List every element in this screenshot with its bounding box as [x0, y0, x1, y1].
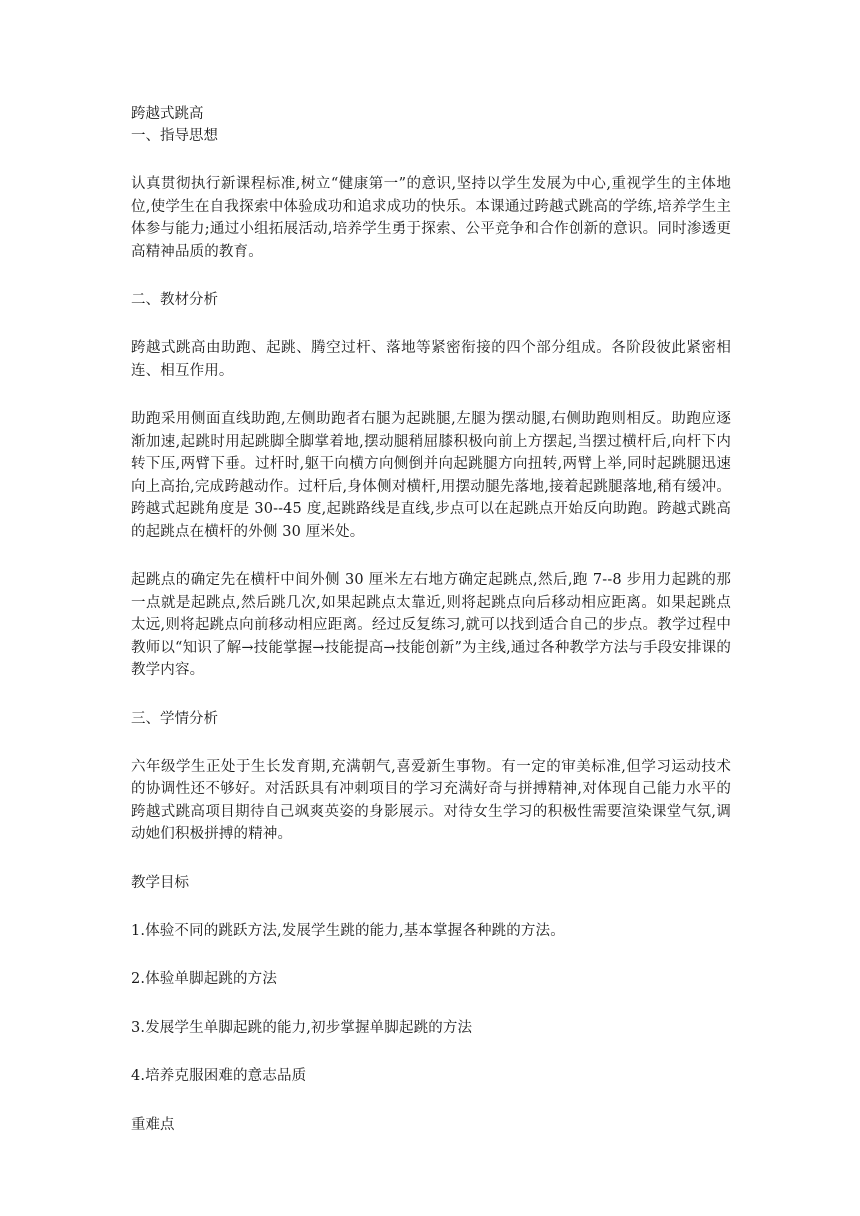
paragraph-student-analysis: 六年级学生正处于生长发育期,充满朝气,喜爱新生事物。有一定的审美标准,但学习运动技术的协调性还不够好。对活跃具有冲刺项目的学习充满好奇与拼搏精神,对体现自己能力水平的跨越式跳高项目期待自己飒爽英姿的身影展示。对待女生学习的积极性需要渲染课堂气氛,调动她们积极拼搏的精神。 — [131, 758, 731, 842]
section-heading-student-analysis: 三、学情分析 — [131, 710, 218, 727]
paragraph-guiding-ideology: 认真贯彻执行新课程标准,树立“健康第一”的意识,坚持以学生发展为中心,重视学生的主体地位,使学生在自我探索中体验成功和追求成功的快乐。本课通过跨越式跳高的学练,培养学生主体参与能力;通过小组拓展活动,培养学生勇于探索、公平竞争和合作创新的意识。同时渗透更高精神品质的教育。 — [131, 176, 731, 260]
section-heading-teaching-goals: 教学目标 — [131, 874, 189, 891]
paragraph-takeoff-point: 起跳点的确定先在横杆中间外侧 30 厘米左右地方确定起跳点,然后,跑 7--8 步用力起跳的那一点就是起跳点,然后跳几次,如果起跳点太靠近,则将起跳点向后移动相应距离。如果起跳点太远,则将起跳点向前移动相应距离。经过反复练习,就可以找到适合自己的步点。教学过程中教师以“知识了解→技能掌握→技能提高→技能创新”为主线,通过各种教学方法与手段安排课的教学内容。 — [131, 572, 731, 678]
paragraph-runup-technique: 助跑采用侧面直线助跑,左侧助跑者右腿为起跳腿,左腿为摆动腿,右侧助跑则相反。助跑应逐渐加速,起跳时用起跳脚全脚掌着地,摆动腿稍屈膝积极向前上方摆起,当摆过横杆后,向杆下内转下压,两臂下垂。过杆时,躯干向横方向侧倒并向起跳腿方向扭转,两臂上举,同时起跳腿迅速向上高抬,完成跨越动作。过杆后,身体侧对横杆,用摆动腿先落地,接着起跳腿落地,稍有缓冲。跨越式起跳角度是 30--45 度,起跳路线是直线,步点可以在起跳点开始反向助跑。跨越式跳高的起跳点在横杆的外侧 30 厘米处。 — [131, 411, 731, 540]
section-heading-key-points: 重难点 — [131, 1116, 175, 1133]
goal-item: 4.培养克服困难的意志品质 — [131, 1068, 307, 1084]
paragraph-material-overview: 跨越式跳高由助跑、起跳、腾空过杆、落地等紧密衔接的四个部分组成。各阶段彼此紧密相连、相互作用。 — [131, 340, 731, 379]
goal-item: 2.体验单脚起跳的方法 — [131, 971, 277, 987]
goal-item: 1.体验不同的跳跃方法,发展学生跳的能力,基本掌握各种跳的方法。 — [131, 922, 565, 939]
section-heading-guiding-ideology: 一、指导思想 — [131, 128, 218, 144]
document-title: 跨越式跳高 — [131, 106, 204, 122]
goal-item: 3.发展学生单脚起跳的能力,初步掌握单脚起跳的方法 — [131, 1019, 473, 1036]
section-heading-material-analysis: 二、教材分析 — [131, 292, 218, 308]
document-body — [131, 103, 731, 1136]
